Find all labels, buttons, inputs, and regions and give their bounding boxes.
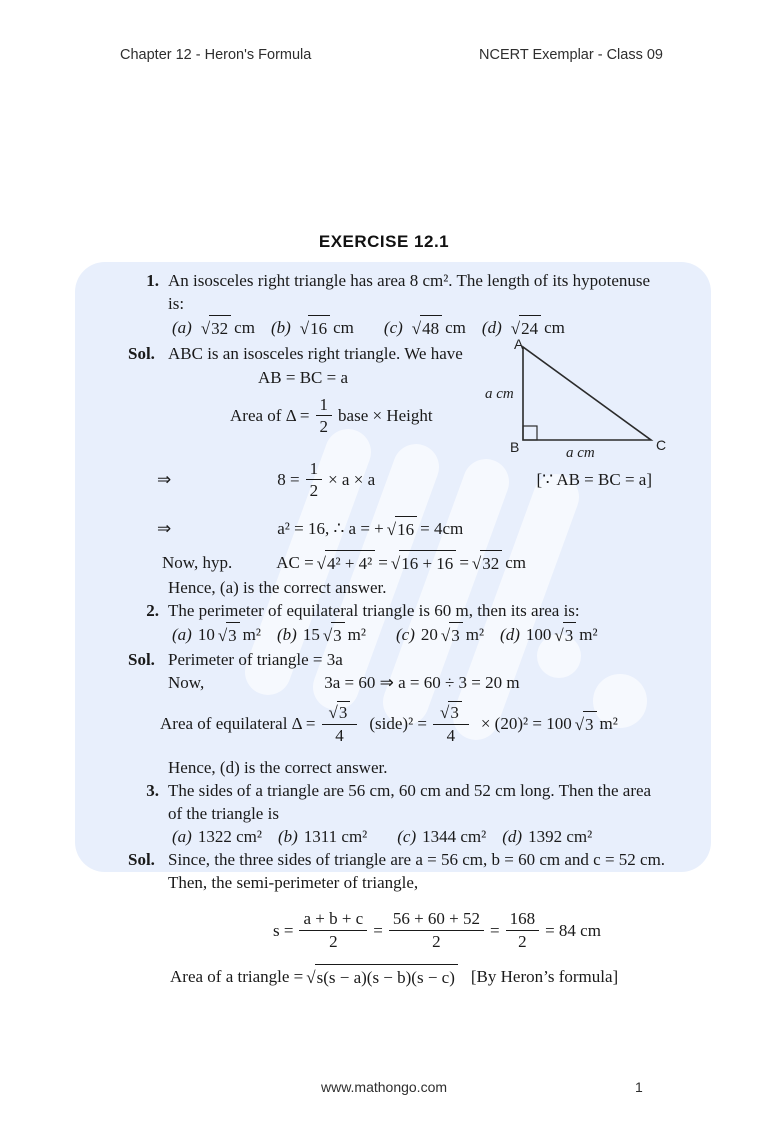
question-3-line2: of the triangle is: [168, 804, 279, 823]
solution-1-intro: ABC is an isosceles right triangle. We have: [168, 344, 463, 363]
option-label: (a): [172, 625, 192, 644]
question-3-line1: The sides of a triangle are 56 cm, 60 cm and 52 cm long. Then the area: [168, 781, 652, 800]
equals-sign: =: [459, 553, 469, 572]
equation-rhs: × a × a: [328, 470, 376, 489]
footer-site: www.mathongo.com: [320, 1079, 448, 1095]
option-d: [500, 622, 598, 647]
equation-lhs: Area of a triangle =: [170, 966, 304, 986]
radicand: 3: [583, 711, 597, 736]
radical-sign: √: [316, 554, 326, 573]
equation-pre: a² = 16, ∴ a = +: [277, 519, 384, 538]
fraction-half: [306, 459, 323, 500]
question-3-text: [168, 779, 678, 825]
equation-body: 3a = 60 ⇒ a = 60 ÷ 3 = 20 m: [324, 673, 520, 692]
option-d: [502, 825, 592, 848]
sqrt-expression: [412, 315, 442, 340]
question-2: [100, 599, 678, 622]
page-footer: [0, 1076, 768, 1099]
option-label: (d): [500, 625, 520, 644]
radical-sign: √: [554, 626, 564, 645]
vertex-a-label: A: [514, 336, 524, 352]
radicand: 3: [449, 622, 463, 647]
fraction-denominator: 2: [309, 481, 319, 500]
option-unit: m²: [579, 625, 598, 644]
option-unit: cm: [333, 318, 354, 337]
sol-label: Sol.: [128, 650, 155, 669]
question-2-text: The perimeter of equilateral triangle is 60 m, then its area is:: [168, 601, 580, 620]
sqrt-expression: [201, 315, 231, 340]
equation-herons-formula: [100, 962, 678, 990]
equation-semiperimeter: [100, 906, 678, 954]
sol-label: Sol.: [128, 344, 155, 363]
radicand: 3: [226, 622, 240, 647]
sqrt-expression: [391, 550, 456, 575]
fraction-sum: [389, 909, 484, 950]
question-1: [100, 262, 678, 315]
side-ab-label: a cm: [485, 386, 514, 402]
equals-sign: =: [373, 920, 383, 940]
radical-sign: √: [386, 520, 397, 539]
equation-equilateral-area: [100, 699, 678, 747]
option-label: (b): [277, 625, 297, 644]
equation-perimeter: [100, 671, 678, 694]
option-label: (a): [172, 827, 192, 846]
coefficient: 100: [525, 625, 552, 644]
option-unit: cm: [445, 318, 466, 337]
equation-mid: × (20)² = 100: [480, 713, 572, 733]
solution-3-line2: Then, the semi-perimeter of triangle,: [168, 873, 419, 892]
option-c: [396, 622, 484, 647]
radicand: 4² + 4²: [325, 550, 375, 575]
equation-lhs: 8 =: [277, 470, 300, 489]
radicand: 3: [331, 622, 345, 647]
fraction-denominator: 4: [446, 725, 456, 745]
footer-page-number: 1: [635, 1079, 643, 1095]
option-label: (c): [396, 625, 415, 644]
radicand: 16: [395, 516, 417, 541]
radicand: 16 + 16: [399, 550, 456, 575]
radical-sign: √: [574, 714, 585, 734]
option-unit: m²: [242, 625, 261, 644]
fraction-half: [316, 395, 333, 436]
conclusion-2: Hence, (d) is the correct answer.: [168, 758, 388, 777]
option-a: [172, 315, 255, 340]
equation-post: = 4cm: [420, 519, 464, 538]
option-label: (b): [270, 318, 291, 337]
option-value: 1392 cm²: [528, 827, 593, 846]
fraction-denominator: 2: [518, 931, 527, 951]
radicand: s(s − a)(s − b)(s − c): [315, 964, 458, 989]
option-unit: cm: [544, 318, 565, 337]
coefficient: 10: [197, 625, 215, 644]
sqrt-expression: [387, 516, 417, 541]
fraction-sqrt3-4: [322, 701, 358, 744]
option-a: [172, 825, 262, 848]
radicand: 32: [480, 550, 502, 575]
sol-label: Sol.: [128, 850, 155, 869]
sqrt-expression: [317, 550, 376, 575]
equation-mid: (side)² =: [369, 713, 427, 733]
option-value: 1311 cm²: [303, 827, 368, 846]
option-b: [278, 825, 367, 848]
option-label: (c): [383, 318, 403, 337]
question-1-text: [168, 269, 678, 315]
radical-sign: √: [471, 554, 482, 573]
equation-note: [By Heron’s formula]: [470, 966, 619, 986]
question-1-number: 1.: [146, 271, 159, 290]
solution-2: [100, 648, 678, 671]
radical-sign: √: [510, 319, 521, 338]
sqrt-expression: [306, 964, 458, 989]
radicand: 32: [209, 315, 231, 340]
equation-unit: m²: [599, 713, 618, 733]
triangle-figure: [483, 336, 675, 462]
sqrt-expression: [575, 711, 597, 736]
radical-sign: √: [200, 319, 211, 338]
option-c: [397, 825, 486, 848]
option-c: [384, 315, 466, 340]
option-label: (a): [172, 318, 192, 337]
equation-a2: [100, 516, 678, 541]
option-value: 1322 cm²: [197, 827, 262, 846]
question-2-options: [100, 622, 678, 647]
fraction-numerator: [322, 701, 358, 724]
option-label: (c): [397, 827, 417, 846]
radicand: 3: [448, 701, 462, 722]
coefficient: 15: [302, 625, 320, 644]
radical-sign: √: [306, 967, 316, 987]
vertex-b-label: B: [510, 439, 520, 455]
equation-result: = 84 cm: [545, 920, 601, 940]
radicand: 16: [308, 315, 330, 340]
equation-label: Now,: [168, 673, 205, 692]
sqrt-expression: [329, 701, 351, 722]
sqrt-expression: [554, 622, 576, 647]
page-header: [120, 44, 663, 67]
question-1-line1: An isosceles right triangle has area 8 cm². The length of its hypotenuse: [168, 271, 651, 290]
radical-sign: √: [328, 703, 338, 723]
radical-sign: √: [217, 626, 228, 645]
option-label: (b): [277, 827, 298, 846]
radical-sign: √: [322, 626, 333, 645]
radical-sign: √: [390, 554, 401, 573]
question-2-number: 2.: [146, 601, 159, 620]
header-chapter: Chapter 12 - Heron's Formula: [120, 47, 312, 63]
option-label: (d): [481, 318, 502, 337]
fraction-denominator: 2: [432, 931, 441, 951]
option-label: (d): [502, 827, 523, 846]
option-b: [277, 622, 366, 647]
equation-rhs: base × Height: [338, 406, 433, 425]
equation-lhs: Area of Δ =: [230, 406, 310, 425]
option-unit: m²: [347, 625, 366, 644]
question-3-options: [100, 825, 678, 848]
sqrt-expression: [472, 550, 502, 575]
option-value: 1344 cm²: [422, 827, 487, 846]
fraction-numerator: a + b + c: [299, 909, 367, 930]
equation-note: [∵ AB = BC = a]: [536, 470, 652, 489]
side-bc-label: a cm: [566, 445, 595, 461]
radicand: 3: [563, 622, 577, 647]
equals-sign: =: [490, 920, 500, 940]
vertex-c-label: C: [656, 437, 667, 453]
radical-sign: √: [440, 626, 451, 645]
fraction-numerator: 1: [306, 459, 323, 480]
radical-sign: √: [440, 703, 450, 723]
sqrt-expression: [323, 622, 345, 647]
option-a: [172, 622, 261, 647]
radical-sign: √: [411, 319, 422, 338]
implies-arrow: ⇒: [157, 470, 172, 489]
option-unit: m²: [465, 625, 485, 644]
question-1-line2: is:: [168, 294, 185, 313]
equals-sign: =: [378, 553, 388, 572]
coefficient: 20: [420, 625, 438, 644]
fraction-sqrt3-4: [433, 701, 469, 744]
fraction-numerator: 56 + 60 + 52: [389, 909, 484, 930]
radicand: 24: [519, 315, 541, 340]
right-angle-mark: [523, 426, 537, 440]
sqrt-expression: [218, 622, 240, 647]
equation-lhs: s =: [273, 920, 294, 940]
implies-arrow: ⇒: [157, 519, 172, 538]
equation-hypotenuse: [100, 549, 678, 576]
exercise-title: EXERCISE 12.1: [318, 232, 450, 251]
question-3-number: 3.: [146, 781, 159, 800]
solution-3-text: [168, 848, 678, 894]
option-unit: cm: [234, 318, 255, 337]
fraction-denominator: 2: [319, 417, 329, 436]
question-3: [100, 779, 678, 825]
fraction-abc: [299, 909, 367, 950]
equation-lhs: Area of equilateral Δ =: [160, 713, 316, 733]
radicand: 48: [420, 315, 442, 340]
sqrt-expression: [441, 622, 463, 647]
fraction-numerator: 168: [506, 909, 540, 930]
fraction-168: [506, 909, 540, 950]
equation-lhs: AC =: [276, 553, 314, 572]
radicand: 3: [337, 701, 351, 722]
sqrt-expression: [300, 315, 330, 340]
sqrt-expression: [440, 701, 462, 722]
solution-3: [100, 848, 678, 894]
equation-unit: cm: [505, 553, 527, 572]
option-b: [271, 315, 354, 340]
header-book: NCERT Exemplar - Class 09: [479, 47, 663, 63]
fraction-denominator: 2: [329, 931, 338, 951]
solution-3-line1: Since, the three sides of triangle are a = 56 cm, b = 60 cm and c = 52 cm.: [168, 850, 666, 869]
fraction-numerator: [433, 701, 469, 724]
fraction-numerator: 1: [316, 395, 333, 416]
equation-ab: AB = BC = a: [258, 368, 349, 387]
fraction-denominator: 4: [335, 725, 344, 745]
solution-2-line1: Perimeter of triangle = 3a: [168, 650, 343, 669]
equation-label: Now, hyp.: [162, 553, 233, 572]
conclusion-1: Hence, (a) is the correct answer.: [168, 578, 387, 597]
radical-sign: √: [299, 319, 310, 338]
